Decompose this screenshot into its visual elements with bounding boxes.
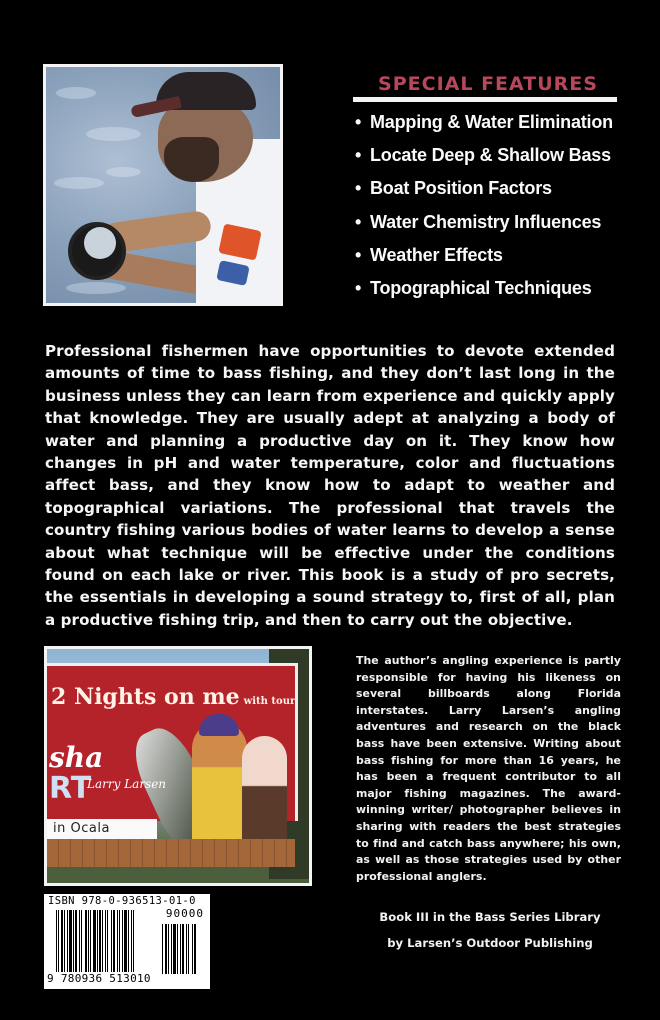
bullet-icon: • xyxy=(355,178,362,199)
billboard-photo-image xyxy=(47,649,309,883)
features-title: SPECIAL FEATURES xyxy=(378,73,598,95)
billboard-photo xyxy=(44,646,312,886)
billboard-headline: 2 Nights on me with tour xyxy=(51,684,296,710)
feature-item: • Locate Deep & Shallow Bass xyxy=(355,139,617,172)
chief-cartoon xyxy=(242,736,287,846)
bullet-icon: • xyxy=(355,112,362,132)
price-code: 90000 xyxy=(165,907,204,920)
billboard-logo: sha xyxy=(49,741,104,774)
angler-cartoon xyxy=(192,721,247,851)
bullet-icon: • xyxy=(355,211,362,232)
series-line: Book III in the Bass Series Library xyxy=(379,910,601,924)
book-description: Professional fishermen have opportunities to devote extended amounts of time to bass fishing, and they don’t last long in the business unless they can learn from experience and quickly apply that knowledge. They are usually adept at analyzing a body of water and planning a productive day on it. They know how changes in pH and water temperature, color and fluctuations affect bass, and they know how to adapt to weather and topographical variations. The professional that travels the country fishing various bodies of water learns to develop a sense about what technique will be effective under the conditions found on each lake or river. This book is a study of pro secrets, the essentials in developing a sound strategy to, first of all, plan a productive fishing trip, and then to carry out the objective. xyxy=(45,342,615,629)
billboard-location: in Ocala xyxy=(53,821,110,836)
billboard-logo-2: RT xyxy=(49,771,92,806)
feature-item: • Topographical Techniques xyxy=(355,272,617,305)
feature-item: • Water Chemistry Influences xyxy=(355,206,617,239)
feature-item: • Weather Effects xyxy=(355,239,617,272)
bullet-icon: • xyxy=(355,145,362,166)
publisher-line: by Larsen’s Outdoor Publishing xyxy=(387,936,593,950)
billboard-signature: Larry Larsen xyxy=(87,777,167,791)
barcode-bars-icon xyxy=(56,910,156,972)
billboard xyxy=(47,663,298,821)
special-features xyxy=(355,72,617,305)
bullet-icon: • xyxy=(355,244,362,265)
author-bio: The author’s angling experience is partly responsible for having his likeness on several billboards along Florida interstates. Larry Larsen’s angling adventures and research on the black bass have been extensive. Writing about bass fishing for more than 16 years, he has been a frequent contributor to all major fishing magazines. The award-winning writer/ photographer believes in sharing with readers the best strategies to find and catch bass anywhere; his own, as well as those strategies used by other professional anglers. xyxy=(356,654,621,883)
isbn-barcode xyxy=(44,894,210,989)
features-divider xyxy=(353,97,617,102)
bullet-icon: • xyxy=(355,278,362,299)
features-list xyxy=(355,106,617,305)
feature-item: • Mapping & Water Elimination xyxy=(355,106,617,139)
angler-photo xyxy=(43,64,283,306)
isbn-text: ISBN 978-0-936513-01-0 xyxy=(48,895,196,907)
addon-barcode-bars-icon xyxy=(162,924,207,974)
feature-item: • Boat Position Factors xyxy=(355,172,617,205)
angler-photo-image xyxy=(46,67,280,303)
ean-number: 9 780936 513010 xyxy=(47,972,151,985)
